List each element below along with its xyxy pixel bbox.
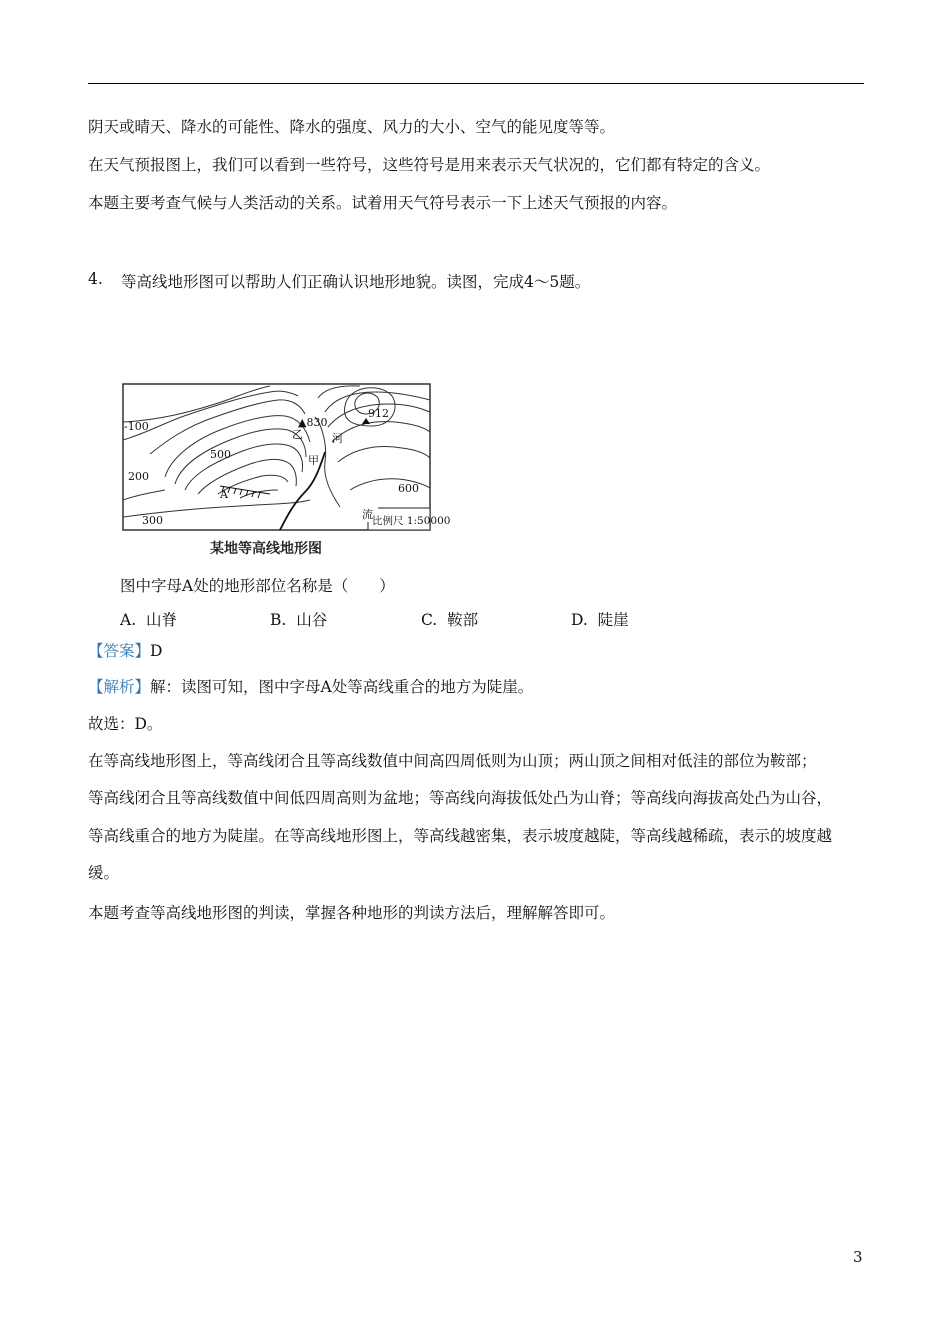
contour-map-figure — [120, 382, 432, 534]
intro-line-1: 阴天或晴天、降水的可能性、降水的强度、风力的大小、空气的能见度等等。 — [88, 118, 616, 136]
analysis-bracket-open: 【 — [88, 678, 104, 696]
scale-label: 比例尺 1:50000 — [372, 515, 451, 527]
contour-label-200: 200 — [128, 470, 149, 483]
option-d-key: D. — [571, 611, 588, 629]
option-c — [421, 608, 478, 630]
page-number: 3 — [853, 1248, 863, 1266]
analysis-paragraph-1: 在等高线地形图上，等高线闭合且等高线数值中间高四周低则为山顶；两山顶之间相对低洼的部位为鞍部； — [88, 752, 817, 770]
point-label-a: A — [220, 488, 228, 501]
option-c-key: C. — [421, 611, 438, 629]
option-a-key: A. — [120, 611, 137, 629]
map-caption: 某地等高线地形图 — [210, 541, 322, 557]
river-label-liu: 流 — [362, 508, 373, 521]
question-stem: 图中字母A处的地形部位名称是（ ） — [120, 577, 395, 595]
option-a-text: 山脊 — [145, 611, 177, 629]
option-a — [120, 608, 177, 630]
analysis-bracket-close: 】 — [134, 678, 151, 696]
analysis-text: 解：读图可知，图中字母A处等高线重合的地方为陡崖。 — [150, 678, 534, 696]
option-d-text: 陡崖 — [597, 611, 629, 629]
header-rule — [88, 83, 864, 84]
option-b — [270, 608, 327, 630]
analysis-choice: 故选：D。 — [88, 715, 163, 733]
contour-label-300: 300 — [142, 514, 163, 527]
point-label-yi: 乙 — [292, 428, 303, 441]
summit-label-830: ▲830 — [298, 416, 328, 429]
analysis-paragraph-2: 等高线闭合且等高线数值中间低四周高则为盆地；等高线向海拔低处凸为山脊；等高线向海拔高处凸为山谷， — [88, 789, 833, 807]
contour-label-100: -100 — [124, 420, 149, 433]
answer-bracket-open: 【 — [88, 642, 104, 660]
analysis-paragraph-3: 等高线重合的地方为陡崖。在等高线地形图上，等高线越密集，表示坡度越陡，等高线越稀疏，表示的坡度越 — [88, 827, 833, 845]
answer-line — [88, 641, 162, 661]
answer-bracket-close: 】 — [134, 642, 151, 660]
answer-value: D — [150, 642, 163, 660]
analysis-line — [88, 677, 533, 697]
analysis-label: 解析 — [103, 678, 135, 696]
contour-label-500: 500 — [210, 448, 231, 461]
option-b-key: B. — [270, 611, 287, 629]
question-text: 等高线地形图可以帮助人们正确认识地形地貌。读图，完成4～5题。 — [121, 273, 591, 291]
river-label-he: 河 — [332, 432, 343, 445]
question-number: 4. — [88, 270, 103, 288]
answer-label: 答案 — [103, 642, 135, 660]
contour-map — [120, 382, 451, 558]
analysis-summary: 本题考查等高线地形图的判读，掌握各种地形的判读方法后，理解解答即可。 — [88, 904, 616, 922]
analysis-paragraph-4: 缓。 — [88, 864, 120, 882]
summit-label-912: 912 — [368, 407, 389, 420]
option-c-text: 鞍部 — [447, 611, 479, 629]
contour-label-600: 600 — [398, 482, 419, 495]
option-d — [571, 608, 629, 630]
point-label-jia: 甲 — [308, 454, 319, 467]
intro-line-3: 本题主要考查气候与人类活动的关系。试着用天气符号表示一下上述天气预报的内容。 — [88, 194, 678, 212]
intro-line-2: 在天气预报图上，我们可以看到一些符号，这些符号是用来表示天气状况的，它们都有特定的含义。 — [88, 156, 771, 174]
option-b-text: 山谷 — [296, 611, 328, 629]
